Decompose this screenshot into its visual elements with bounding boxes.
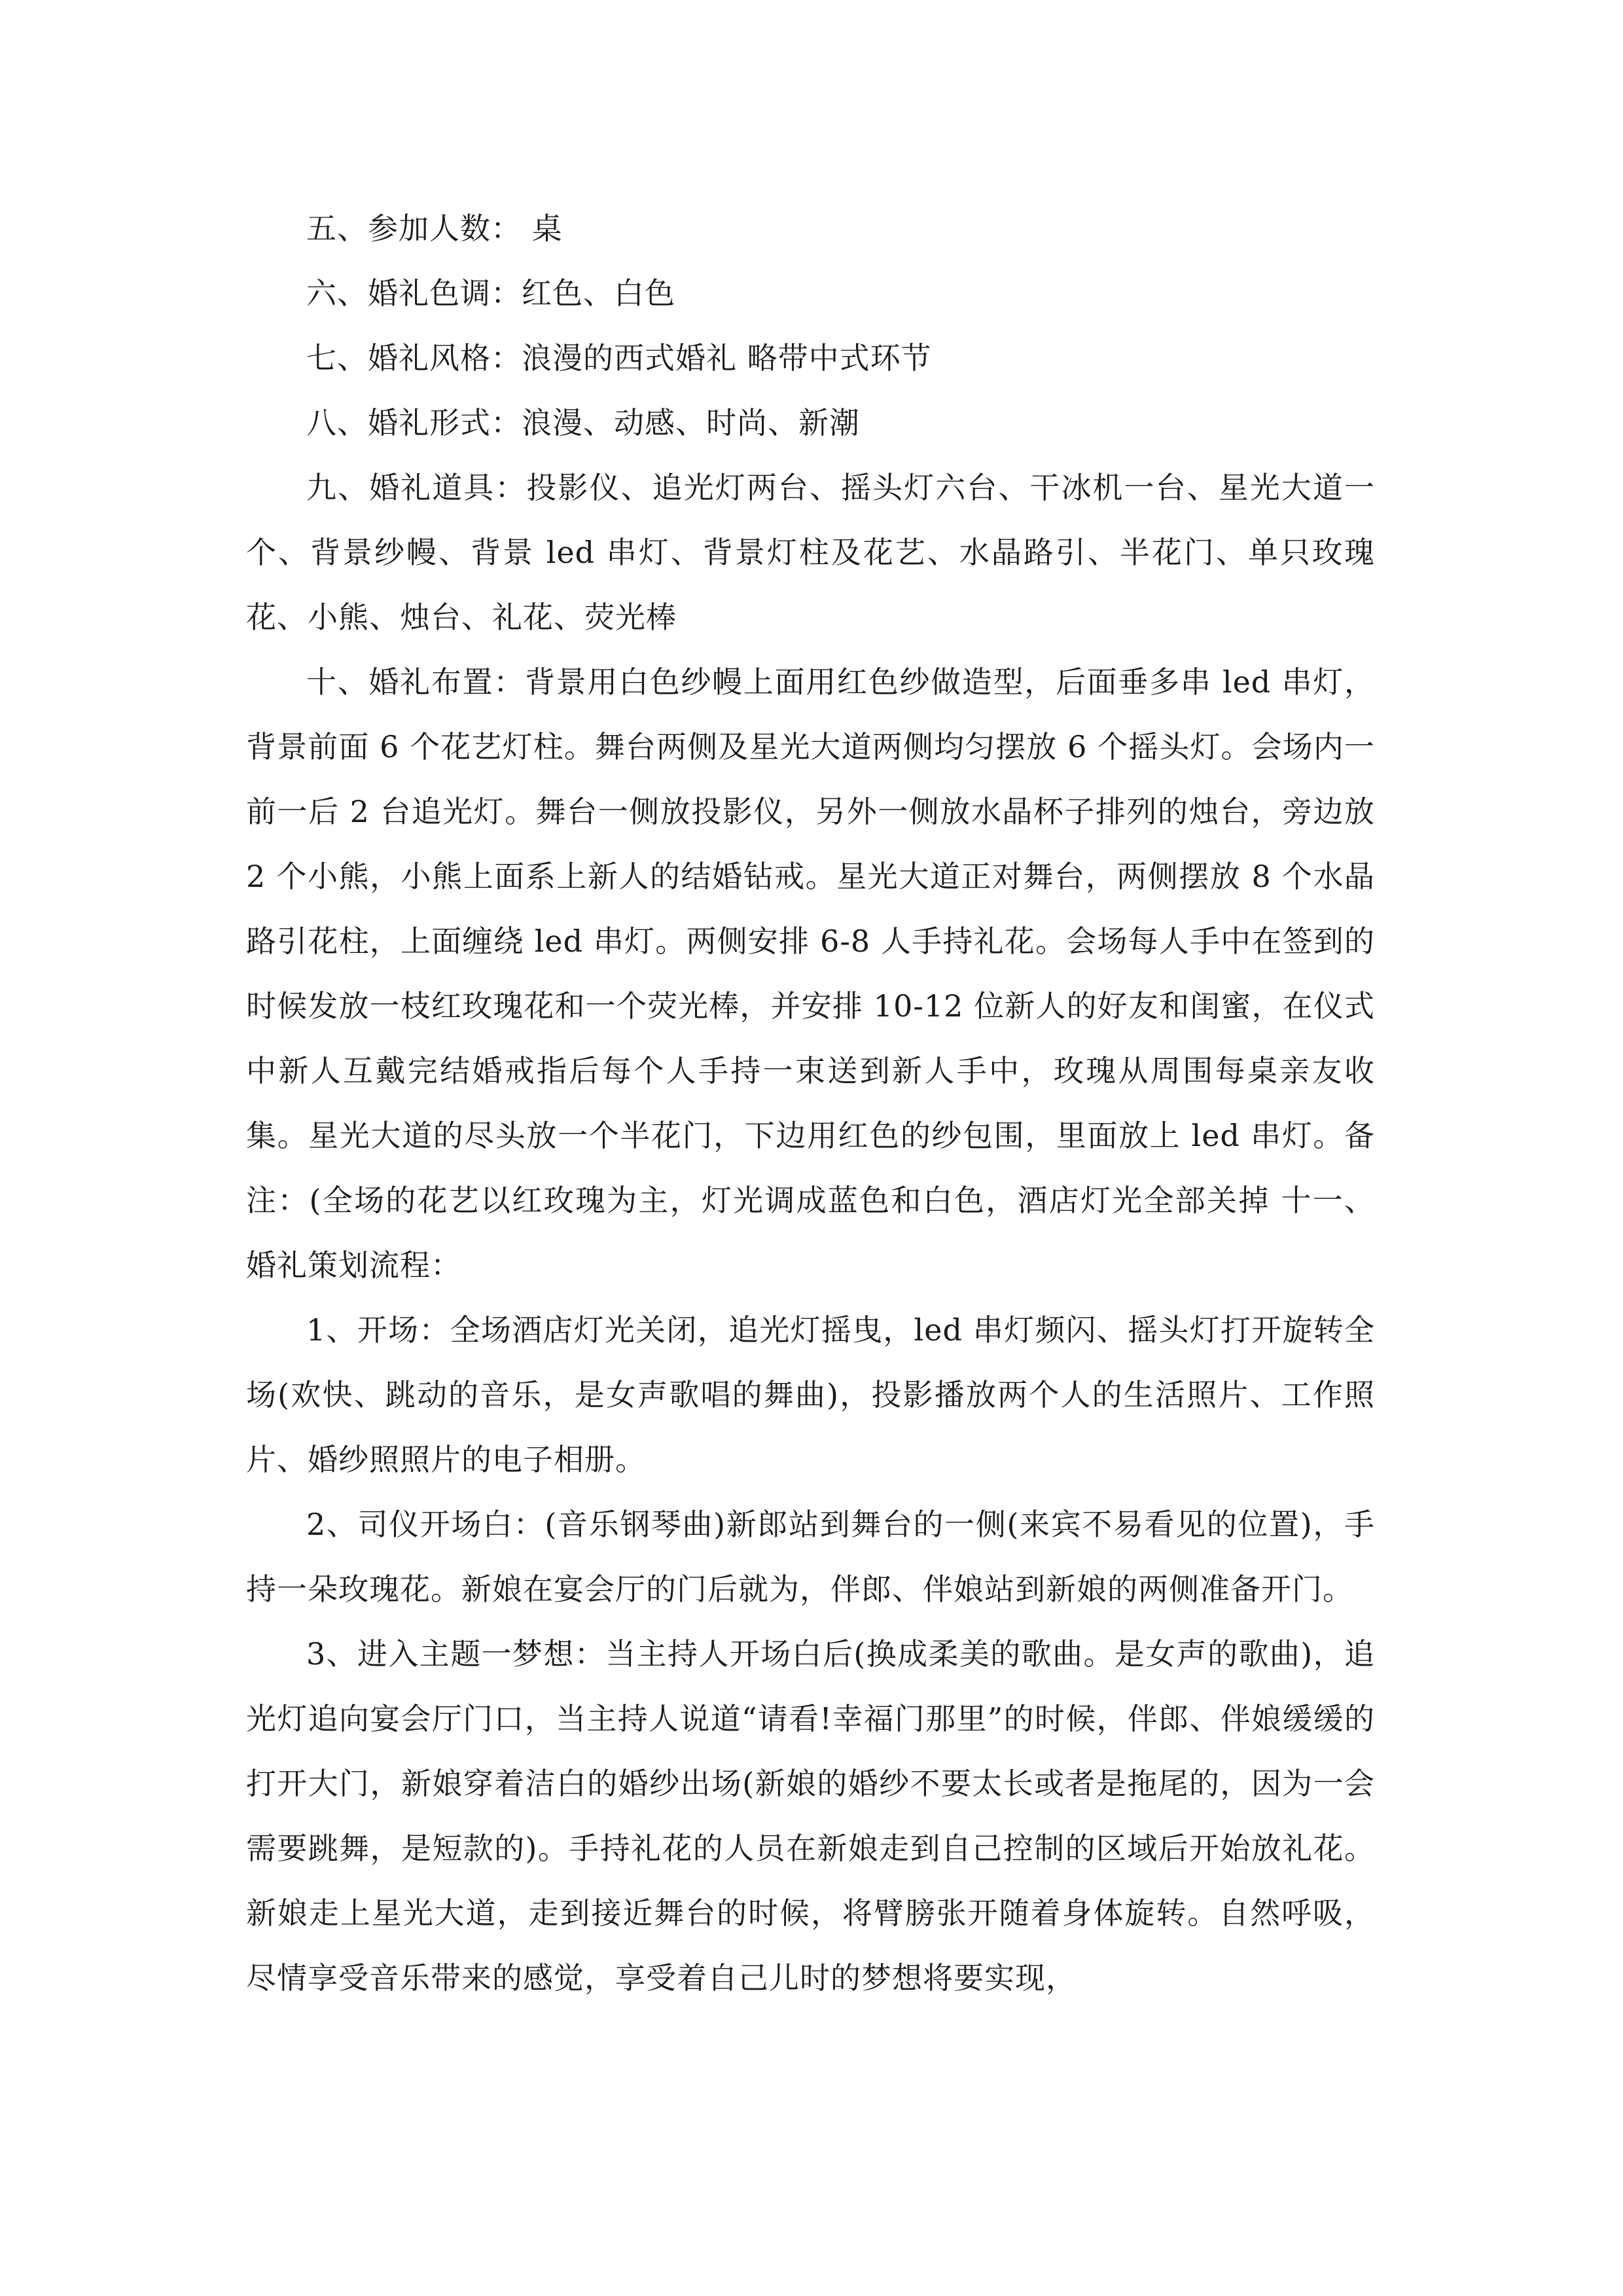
paragraph-host-opening: 2、司仪开场白：(音乐钢琴曲)新郎站到舞台的一侧(来宾不易看见的位置)，手持一朵玫瑰花。新娘在宴会厅的门后就为，伴郎、伴娘站到新娘的两侧准备开门。 xyxy=(246,1507,1375,1607)
paragraph-participants: 五、参加人数： 桌 xyxy=(306,211,563,246)
paragraph-opening: 1、开场：全场酒店灯光关闭，追光灯摇曳，led 串灯频闪、摇头灯打开旋转全场(欢快、跳动的音乐，是女声歌唱的舞曲)，投影播放两个人的生活照片、工作照片、婚纱照照片的电子相册。 xyxy=(246,1312,1375,1477)
paragraph-style: 七、婚礼风格：浪漫的西式婚礼 略带中式环节 xyxy=(306,340,932,376)
document-body xyxy=(246,196,1375,2011)
paragraph-color-theme: 六、婚礼色调：红色、白色 xyxy=(306,276,675,311)
paragraph-props: 九、婚礼道具：投影仪、追光灯两台、摇头灯六台、干冰机一台、星光大道一个、背景纱幔、背景 led 串灯、背景灯柱及花艺、水晶路引、半花门、单只玫瑰花、小熊、烛台、礼花、荧光棒 xyxy=(246,470,1375,635)
paragraph-format: 八、婚礼形式：浪漫、动感、时尚、新潮 xyxy=(306,405,860,440)
paragraph-decoration: 十、婚礼布置：背景用白色纱幔上面用红色纱做造型，后面垂多串 led 串灯，背景前面 6 个花艺灯柱。舞台两侧及星光大道两侧均匀摆放 6 个摇头灯。会场内一前一后 2 台追光灯。舞台一侧放投影仪，另外一侧放水晶杯子排列的烛台，旁边放 2 个小熊，小熊上面系上新人的结婚钻戒。星光大道正对舞台，两侧摆放 8 个水晶路引花柱，上面缠绕 led 串灯。两侧安排 6-8 人手持礼花。会场每人手中在签到的时候发放一枝红玫瑰花和一个荧光棒，并安排 10-12 位新人的好友和闺蜜，在仪式中新人互戴完结婚戒指后每个人手持一束送到新人手中，玫瑰从周围每桌亲友收集。星光大道的尽头放一个半花门，下边用红色的纱包围，里面放上 led 串灯。备注：(全场的花艺以红玫瑰为主，灯光调成蓝色和白色，酒店灯光全部关掉 十一、婚礼策划流程： xyxy=(246,664,1376,1283)
paragraph-theme-dream: 3、进入主题一梦想：当主持人开场白后(换成柔美的歌曲。是女声的歌曲)，追光灯追向宴会厅门口，当主持人说道“请看!幸福门那里”的时候，伴郎、伴娘缓缓的打开大门，新娘穿着洁白的婚纱出场(新娘的婚纱不要太长或者是拖尾的，因为一会需要跳舞，是短款的)。手持礼花的人员在新娘走到自己控制的区域后开始放礼花。新娘走上星光大道，走到接近舞台的时候，将臂膀张开随着身体旋转。自然呼吸，尽情享受音乐带来的感觉，享受着自己儿时的梦想将要实现， xyxy=(246,1636,1375,1996)
